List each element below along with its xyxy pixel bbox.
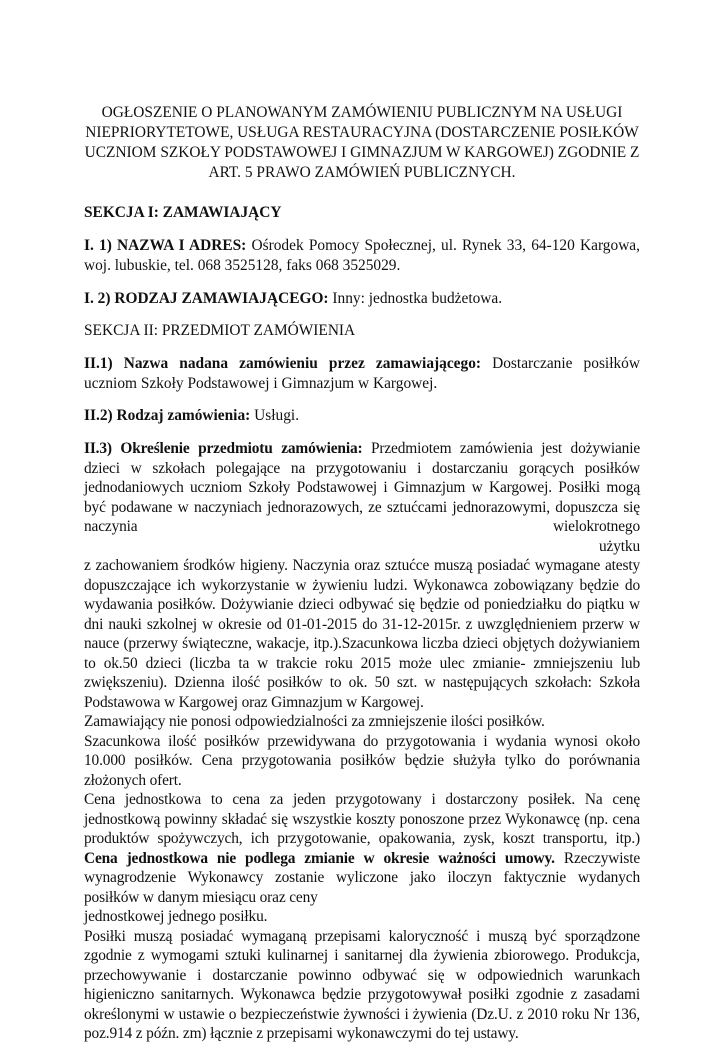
section-1-2-type (84, 289, 640, 309)
paragraph: Posiłki muszą posiadać wymaganą przepisami kaloryczność i muszą być sporządzone zgodnie z wymogami sztuki kulinarnej i sanitarnej dla żywienia zbiorowego. Produkcja, przechowywanie i dostarczanie powinno odbywać się w odpowiednich warunkach higieniczno sanitarnych. Wykonawca będzie przygotowywał posiłki zgodnie z zasadami określonymi w ustawie o bezpieczeństwie żywności i żywienia (Dz.U. z 2010 roku Nr 136, poz.914 z późn. zm) łącznie z przepisami wykonawczymi do tej ustawy. (84, 927, 640, 1042)
section-1-2-text: Inny: jednostka budżetowa. (332, 290, 503, 307)
section-1-1-label: I. 1) NAZWA I ADRES: (84, 237, 247, 254)
paragraph: jednostkowej jednego posiłku. (84, 908, 268, 925)
title-line: NIEPRIORYTETOWE, USŁUGA RESTAURACYJNA (DOSTARCZENIE POSIŁKÓW (85, 124, 639, 141)
document-title (84, 103, 640, 183)
paragraph: II.3) Określenie przedmiotu zamówienia: Przedmiotem zamówienia jest dożywianie dzieci w szkołach polegające na przygotowaniu i dostarczaniu gorących posiłków jednodaniowych uczniom Szkoły Podstawowej i Gimnazjum w Kargowej. Posiłki mogą być podawane w naczyniach jednorazowych, ze sztućcami jednorazowymi, dopuszcza się naczynia wielokrotnego (84, 440, 640, 535)
paragraph: z zachowaniem środków higieny. Naczynia oraz sztućce muszą posiadać wymagane atesty dopuszczające ich wykorzystanie w żywieniu ludzi. Wykonawca zobowiązany będzie do wydawania posiłków. Dożywianie dzieci odbywać się będzie od poniedziałku do piątku w dni nauki szkolnej w okresie od 01-01-2015 do 31-12-2015r. z uwzględnieniem przerw w nauce (przerwy świąteczne, wakacje, itp.).Szacunkowa liczba dzieci objętych dożywianiem to ok.50 dzieci (liczba ta w trakcie roku 2015 może ulec zmianie- zmniejszeniu lub zwiększeniu). Dzienna ilość posiłków to ok. 50 szt. w następujących szkołach: Szkoła Podstawowa w Kargowej oraz Gimnazjum w Kargowej. (84, 557, 640, 711)
section-2-1-label: II.1) Nazwa nadana zamówieniu przez zamawiającego: (84, 355, 482, 372)
section-1-1-name-address (84, 236, 640, 275)
section-2-2-type (84, 406, 640, 426)
section-1-2-label: I. 2) RODZAJ ZAMAWIAJĄCEGO: (84, 290, 329, 307)
section-2-1-name (84, 354, 640, 393)
title-line: ART. 5 PRAWO ZAMÓWIEŃ PUBLICZNYCH. (208, 164, 516, 181)
section-2-heading: SEKCJA II: PRZEDMIOT ZAMÓWIENIA (84, 322, 356, 339)
section-2-2-label: II.2) Rodzaj zamówienia: (84, 407, 251, 424)
paragraph: Szacunkowa ilość posiłków przewidywana do przygotowania i wydania wynosi około 10.000 posiłków. Cena przygotowania posiłków będzie służyła tylko do porównania złożonych ofert. (84, 732, 640, 789)
paragraph: Cena jednostkowa to cena za jeden przygotowany i dostarczony posiłek. Na cenę jednostkową powinny składać się wszystkie koszty ponoszone przez Wykonawcę (np. cena produktów spożywczych, ich przygotowanie, opakowania, zysk, koszt transportu, itp.) Cena jednostkowa nie podlega zmianie w okresie ważności umowy. Rzeczywiste wynagrodzenie Wykonawcy zostanie wyliczone jako iloczyn faktycznie wydanych posiłków w danym miesiącu oraz ceny (84, 791, 640, 906)
title-line: OGŁOSZENIE O PLANOWANYM ZAMÓWIENIU PUBLICZNYM NA USŁUGI (101, 104, 623, 121)
section-2-2-text: Usługi. (254, 407, 300, 424)
title-line: UCZNIOM SZKOŁY PODSTAWOWEJ I GIMNAZJUM W KARGOWEJ) ZGODNIE Z (84, 144, 640, 161)
section-2-1-text: Dostarczanie posiłków uczniom Szkoły Podstawowej i Gimnazjum w Kargowej. (84, 355, 640, 392)
paragraph: Zamawiający nie ponosi odpowiedzialności za zmniejszenie ilości posiłków. (84, 713, 545, 730)
section-2-3-label: II.3) Określenie przedmiotu zamówienia: (84, 440, 363, 457)
section-1-1-text: Ośrodek Pomocy Społecznej, ul. Rynek 33, 64-120 Kargowa, woj. lubuskie, tel. 068 3525128, faks 068 3525029. (84, 237, 640, 274)
section-2-3-subject (84, 439, 640, 1044)
section-1-heading: SEKCJA I: ZAMAWIAJĄCY (84, 204, 282, 221)
paragraph-fragment: użytku (599, 537, 640, 555)
price-clause-bold: Cena jednostkowa nie podlega zmianie w okresie ważności umowy. (84, 849, 555, 867)
